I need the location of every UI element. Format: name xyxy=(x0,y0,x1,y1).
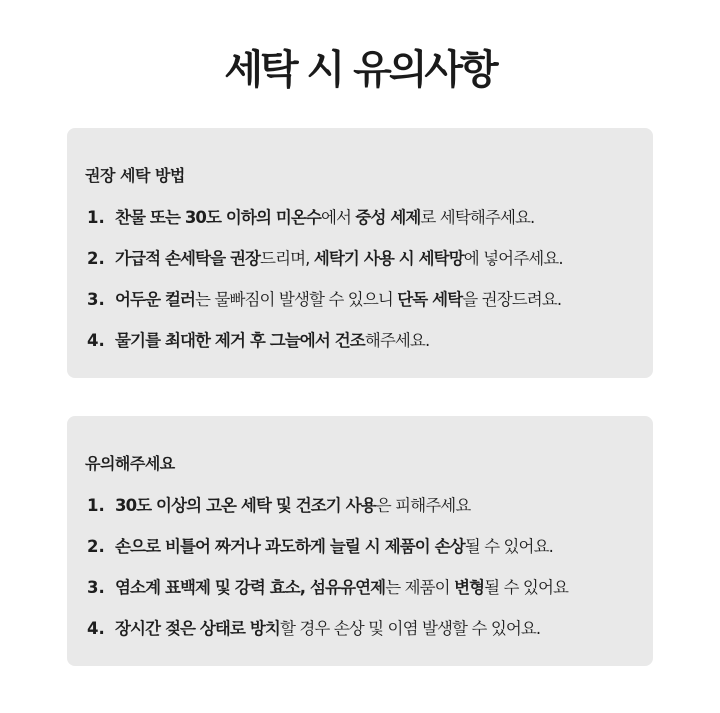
recommended-washing-heading: 권장 세탁 방법 xyxy=(85,166,185,185)
recommended-washing-list xyxy=(87,204,563,368)
caution-list xyxy=(87,492,568,656)
item-text xyxy=(115,537,553,556)
item-text xyxy=(115,496,470,515)
item-text-segment: 염소계 표백제 및 강력 효소, 섬유유연제 xyxy=(115,578,386,597)
caution-heading: 유의해주세요 xyxy=(85,454,175,473)
item-text-segment: 중성 세제 xyxy=(355,208,421,227)
list-item xyxy=(87,492,568,533)
caution-card xyxy=(67,416,653,666)
item-text-segment: 장시간 젖은 상태로 방치 xyxy=(115,619,280,638)
item-text-segment: 변형 xyxy=(454,578,485,597)
item-text-segment: 로 세탁해주세요. xyxy=(420,208,535,227)
item-number: 2. xyxy=(87,537,105,556)
item-text-segment: 은 피해주세요 xyxy=(375,496,471,515)
item-text-segment: 에 넣어주세요. xyxy=(463,249,563,268)
item-number: 4. xyxy=(87,619,105,638)
item-number: 3. xyxy=(87,578,105,597)
item-text-segment: 될 수 있어요. xyxy=(464,537,553,556)
list-item xyxy=(87,245,563,286)
item-text-segment: 찬물 또는 30도 이하의 미온수 xyxy=(115,208,321,227)
recommended-washing-card xyxy=(67,128,653,378)
item-text-segment: 될 수 있어요 xyxy=(484,578,569,597)
item-number: 1. xyxy=(87,208,105,227)
list-item xyxy=(87,574,568,615)
list-item xyxy=(87,615,568,656)
list-item xyxy=(87,204,563,245)
item-text-segment: 해주세요. xyxy=(364,331,430,350)
item-text xyxy=(115,331,429,350)
item-number: 3. xyxy=(87,290,105,309)
item-text-segment: 는 물빠짐이 발생할 수 있으니 xyxy=(195,290,398,309)
item-text xyxy=(115,290,561,309)
item-text-segment: 가급적 손세탁을 권장 xyxy=(115,249,261,268)
item-text xyxy=(115,578,568,597)
item-text xyxy=(115,208,534,227)
item-text-segment: 에서 xyxy=(320,208,356,227)
list-item xyxy=(87,286,563,327)
item-text-segment: 할 경우 손상 및 이염 발생할 수 있어요. xyxy=(279,619,541,638)
list-item xyxy=(87,327,563,368)
item-text-segment: 단독 세탁 xyxy=(397,290,463,309)
page-title: 세탁 시 유의사항 xyxy=(224,47,496,93)
item-text-segment: 드리며, xyxy=(260,249,314,268)
list-item xyxy=(87,533,568,574)
item-text-segment: 물기를 최대한 제거 후 그늘에서 건조 xyxy=(115,331,365,350)
item-text-segment: 어두운 컬러 xyxy=(115,290,196,309)
item-text-segment: 30도 이상의 고온 세탁 및 건조기 사용 xyxy=(115,496,376,515)
item-text-segment: 을 권장드려요. xyxy=(462,290,562,309)
item-text-segment: 손으로 비틀어 짜거나 과도하게 늘릴 시 제품이 손상 xyxy=(115,537,465,556)
item-text-segment: 세탁기 사용 시 세탁망 xyxy=(313,249,464,268)
item-number: 2. xyxy=(87,249,105,268)
item-number: 4. xyxy=(87,331,105,350)
item-number: 1. xyxy=(87,496,105,515)
item-text xyxy=(115,619,540,638)
item-text xyxy=(115,249,563,268)
item-text-segment: 는 제품이 xyxy=(385,578,455,597)
